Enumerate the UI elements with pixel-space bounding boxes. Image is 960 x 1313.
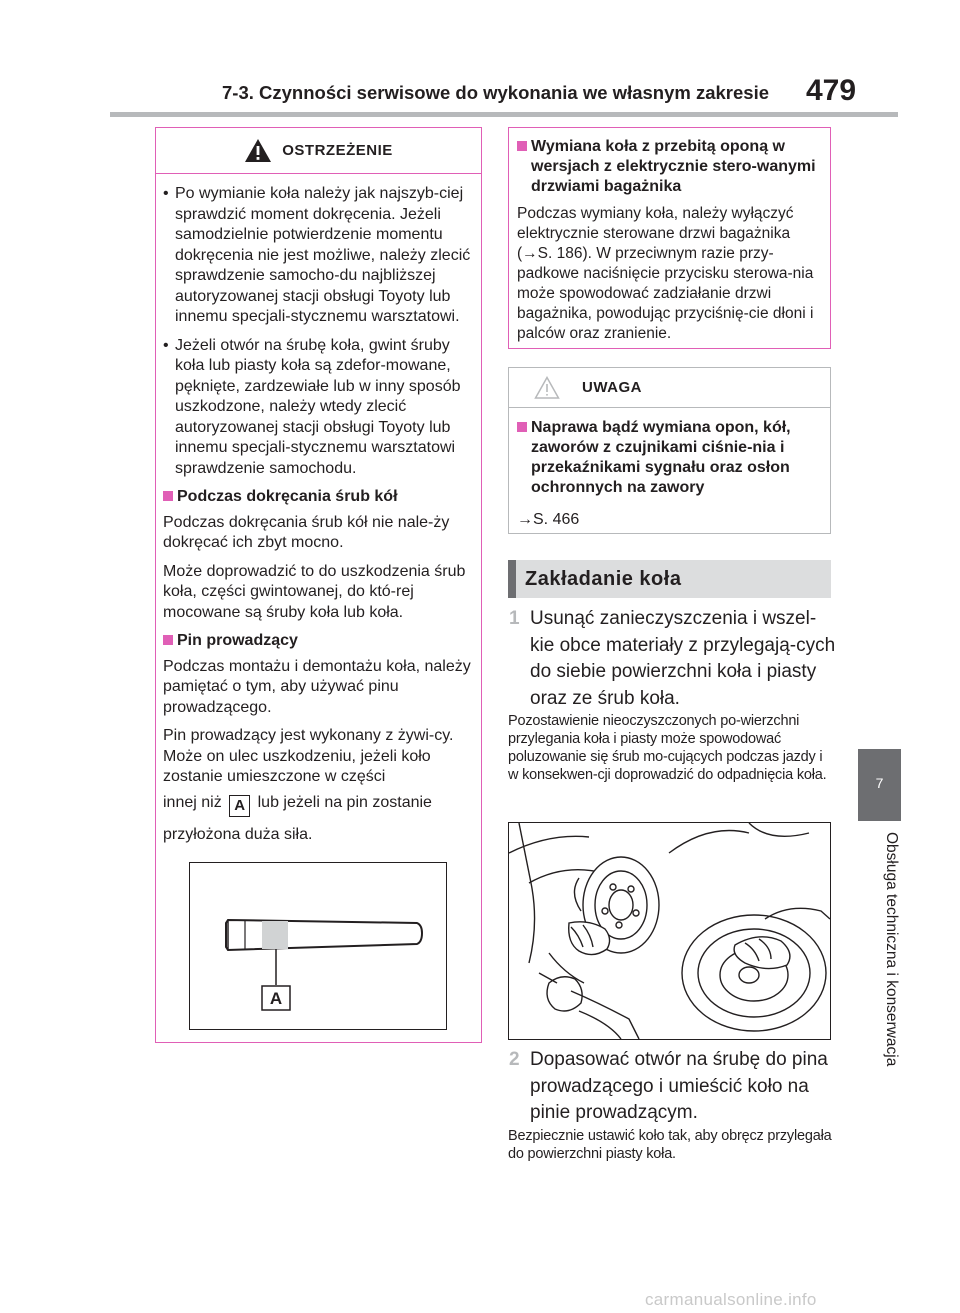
step-text: Dopasować otwór na śrubę do pina prowadzącego i umieścić koło na pinie prowadzącym.: [530, 1049, 828, 1123]
subsection-heading: Podczas dokręcania śrub kół: [163, 487, 474, 508]
figure-label-a: A: [269, 989, 283, 1008]
caution-title: UWAGA: [582, 379, 642, 396]
warning-title: OSTRZEŻENIE: [282, 142, 393, 159]
section-heading: Zakładanie koła: [508, 560, 831, 598]
wheel-cleaning-illustration: [508, 822, 831, 1040]
square-marker-icon: [517, 141, 527, 151]
warning-bullet: • Po wymianie koła należy jak najszyb-ciej sprawdzić moment dokręcenia. Jeżeli samodzielnie potwierdzenie momentu dokręcenia nie jest możliwe, należy zlecić sprawdzenie samocho-du najbliższej autoryzowanej stacji obsługi Toyoty lub innemu specjali-stycznemu warsztatowi.: [163, 184, 474, 328]
warning-triangle-icon: [244, 138, 272, 163]
watermark: carmanualsonline.info: [645, 1290, 817, 1309]
warning-bullet-text: Po wymianie koła należy jak najszyb-ciej sprawdzić moment dokręcenia. Jeżeli samodzielnie potwierdzenie momentu dokręcenia nie jest możliwe, należy zlecić sprawdzenie samocho-du najbliższej autoryzowanej stacji obsługi Toyoty lub innemu specjali-stycznemu warsztatowi.: [175, 185, 471, 325]
warning-bullet-text: Jeżeli otwór na śrubę koła, gwint śruby koła lub piasty koła są zdefor-mowane, pęknięte, zardzewiałe lub w inny sposób uszkodzone, należy wtedy zlecić autoryzowanej stacji obsługi Toyoty lub innemu specjali-stycznemu warsztatowi sprawdzenie samochodu.: [175, 336, 461, 477]
callout-label-a: A: [229, 795, 250, 817]
paragraph: przyłożona duża siła.: [163, 825, 313, 843]
paragraph: Podczas montażu i demontażu koła, należy pamiętać o tym, aby używać pinu prowadzącego.: [163, 657, 471, 716]
paragraph: Może doprowadzić to do uszkodzenia śrub koła, części gwintowanej, do któ-rej mocowane są śruby koła lub koła.: [163, 562, 466, 621]
step-text: Usunąć zanieczyszczenia i wszel-kie obce materiały z przylegają-cych do siebie powierzchni koła i piasty oraz ze śrub koła.: [530, 608, 836, 709]
notice-text: Podczas wymiany koła, należy wyłączyć elektrycznie sterowane drzwi bagażnika (→S. 186). W przeciwnym razie przy-padkowe naciśnięcie przycisku sterowa-nia może spowodować zadziałanie drzwi bagażnika, powodując przyciśnię-cie dłoni i palców oraz zranienie.: [517, 205, 814, 342]
subsection-heading: Pin prowadzący: [163, 631, 474, 652]
step-item: [508, 1047, 838, 1127]
square-marker-icon: [517, 422, 527, 432]
notice-heading: Wymiana koła z przebitą oponą w wersjach z elektrycznie stero-wanymi drzwiami bagażnika: [517, 137, 822, 197]
warning-box: [155, 127, 482, 1043]
chapter-tab: 7: [858, 749, 901, 821]
section-title: 7-3. Czynności serwisowe do wykonania we własnym zakresie: [222, 82, 769, 103]
square-marker-icon: [163, 491, 173, 501]
guide-pin-illustration: [189, 862, 447, 1030]
caution-heading: Naprawa bądź wymiana opon, kół, zaworów z czujnikami ciśnie-nia i przekaźnikami sygnału oraz osłon ochronnych na zawory: [517, 418, 822, 498]
step-note: Pozostawienie nieoczyszczonych po-wierzchni przylegania koła i piasty może spowodować poluzowanie się śrub mo-cujących podczas jazdy i w konsekwen-cji doprowadzić do odpadnięcia koła.: [508, 713, 827, 783]
step-number: 2: [509, 1049, 520, 1070]
paragraph: Podczas dokręcania śrub kół nie nale-ży dokręcać ich zbyt mocno.: [163, 513, 450, 551]
paragraph: innej niż A lub jeżeli na pin zostanie: [163, 788, 474, 818]
warning-header: [156, 128, 481, 174]
step-note: Bezpiecznie ustawić koło tak, aby obręcz przylegała do powierzchni piasty koła.: [508, 1128, 832, 1162]
chapter-title: Obsługa techniczna i konserwacja: [883, 832, 900, 1067]
warning-bullet: • Jeżeli otwór na śrubę koła, gwint śruby koła lub piasty koła są zdefor-mowane, pęknięte, zardzewiałe lub w inny sposób uszkodzone, należy wtedy zlecić autoryzowanej stacji obsługi Toyoty lub innemu specjali-stycznemu warsztatowi sprawdzenie samochodu.: [163, 336, 474, 480]
notice-box: [508, 127, 831, 349]
header-rule: [110, 112, 898, 117]
page-reference-link[interactable]: →S. 466: [517, 511, 580, 528]
caution-header: [509, 368, 830, 408]
caution-triangle-icon: [534, 376, 560, 399]
square-marker-icon: [163, 635, 173, 645]
step-item: [508, 606, 838, 712]
page-number: 479: [806, 74, 857, 107]
caution-box: [508, 367, 831, 534]
paragraph: Pin prowadzący jest wykonany z żywi-cy. Może on ulec uszkodzeniu, jeżeli koło zostanie umieszczone w części: [163, 727, 454, 785]
step-number: 1: [509, 608, 520, 629]
